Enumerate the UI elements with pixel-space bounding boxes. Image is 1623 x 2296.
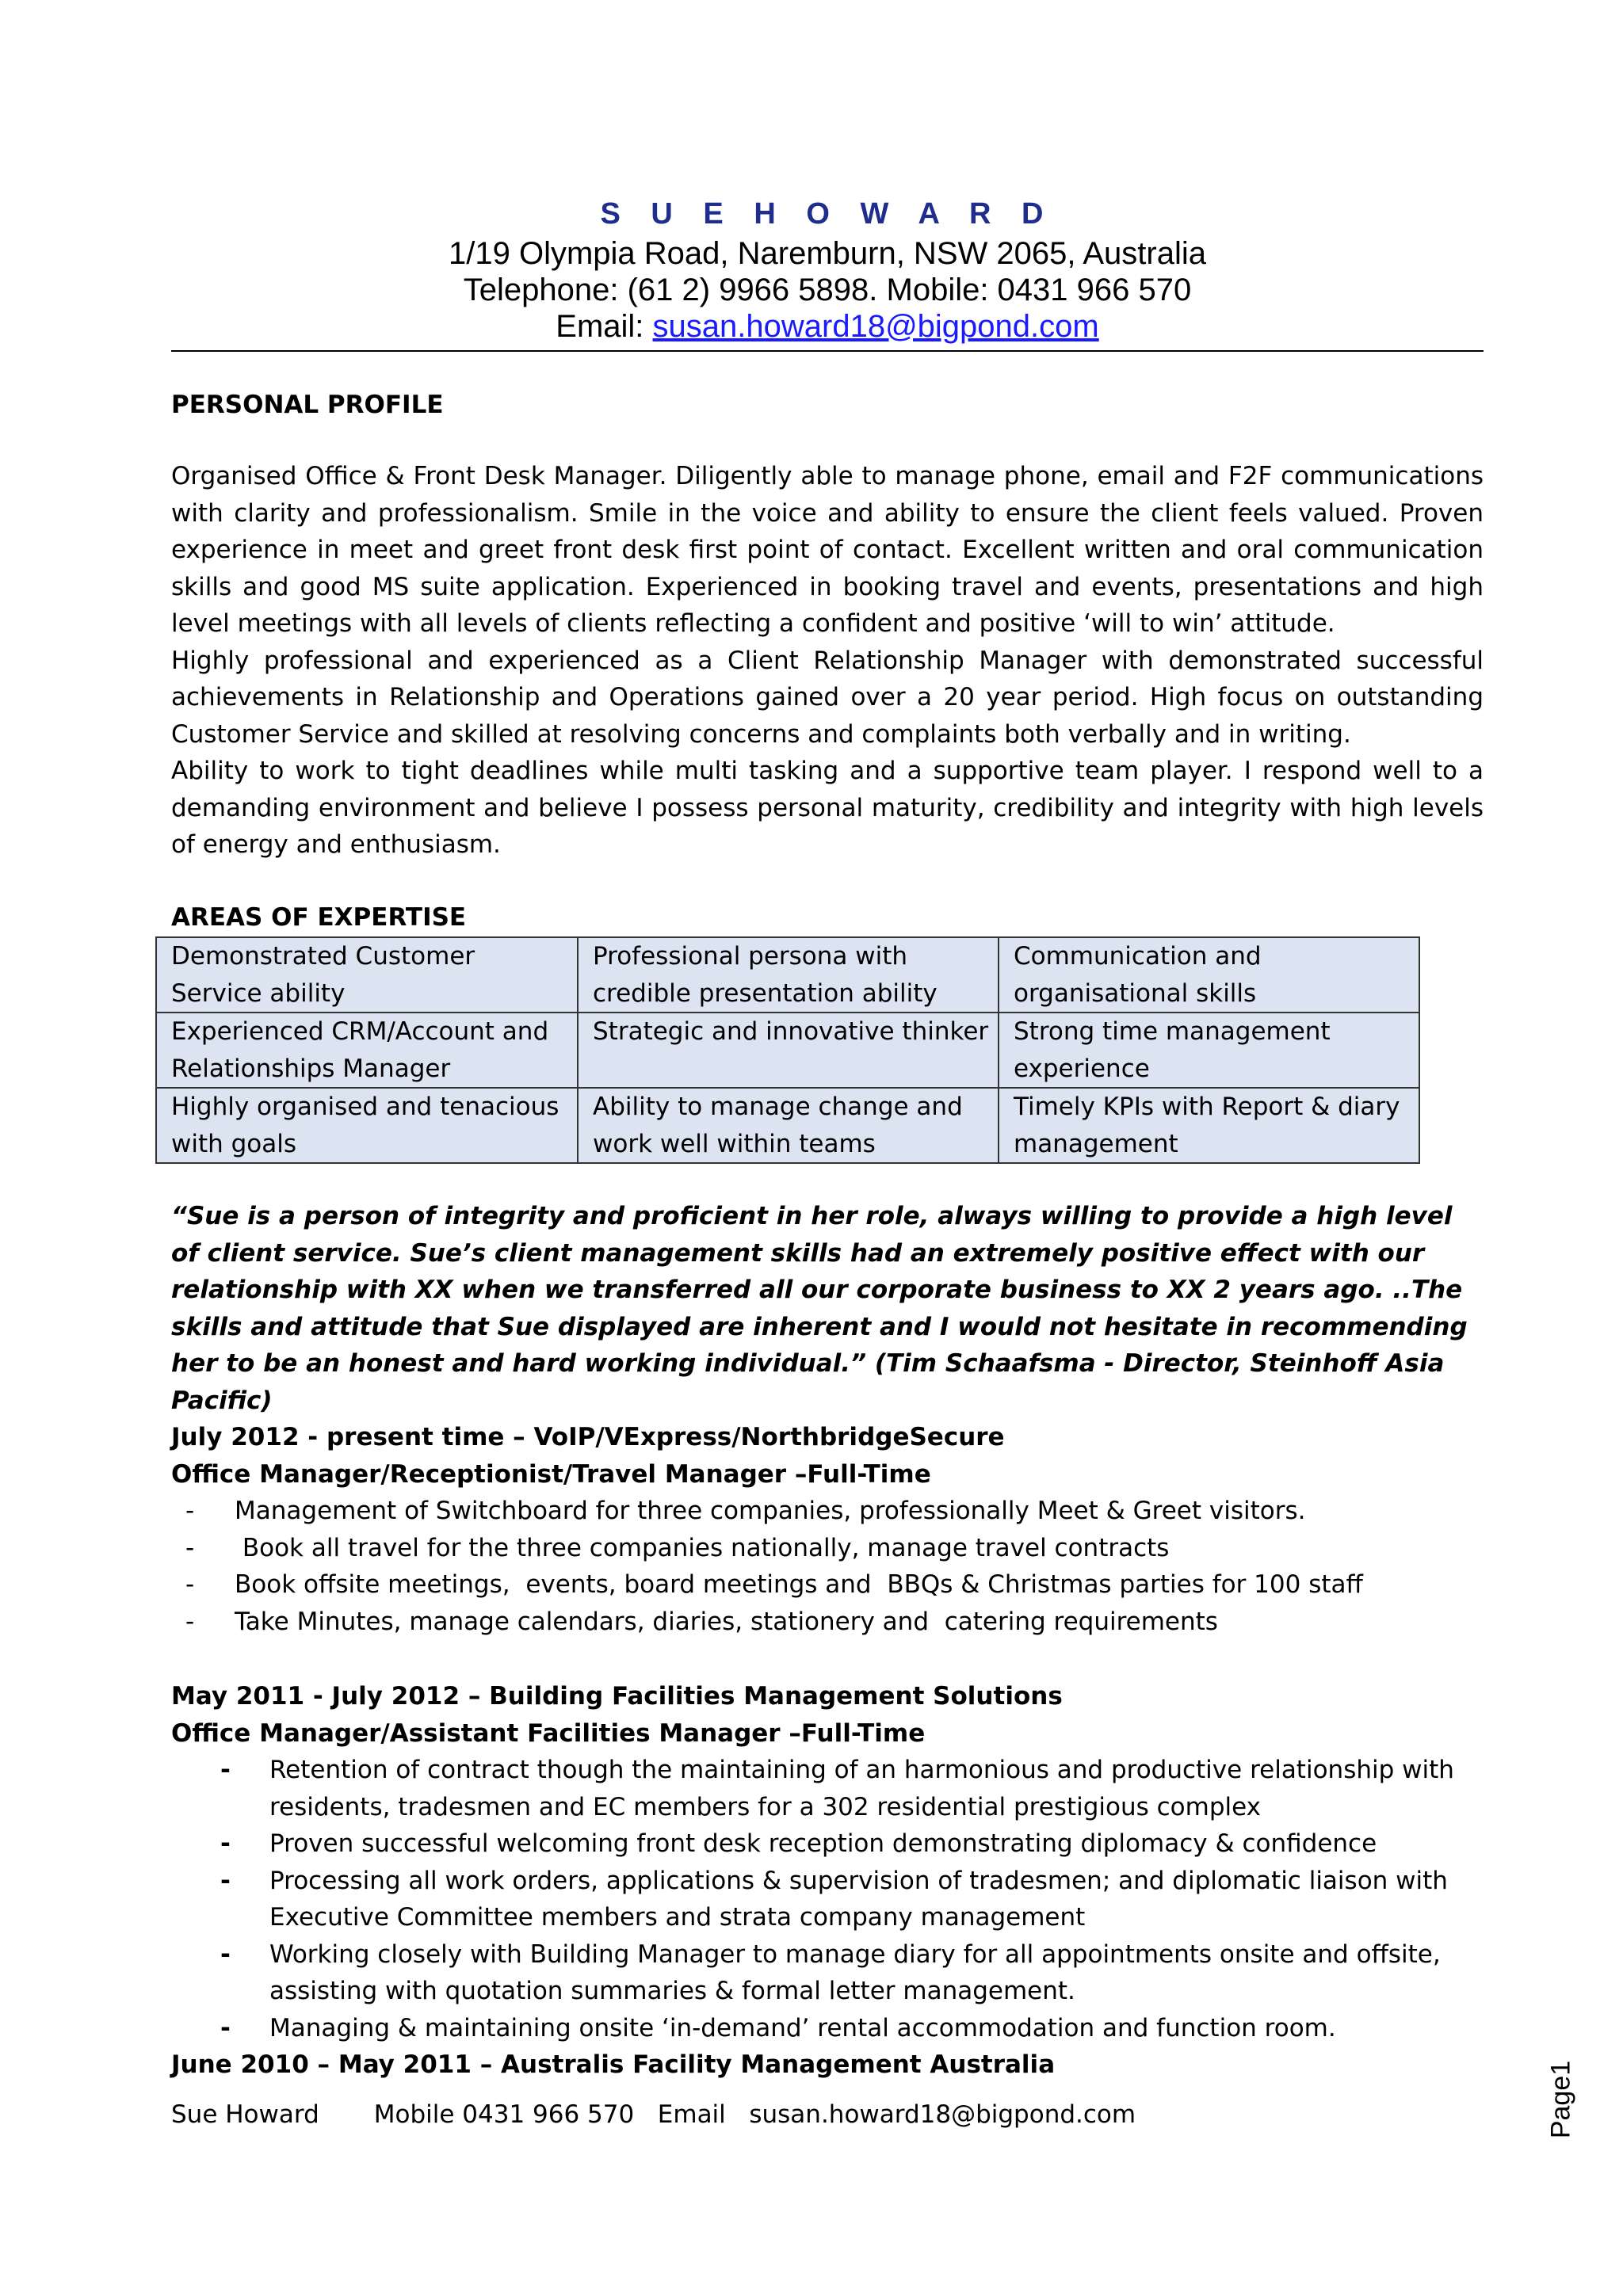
email-line: [171, 308, 1484, 345]
email-link[interactable]: susan.howard18@bigpond.com: [652, 309, 1099, 344]
email-label: Email:: [556, 309, 653, 344]
profile-paragraph: Highly professional and experienced as a Client Relationship Manager with demonstrated successful achievements in Relationship and Operations gained over a 20 year period. High focus on outstanding Customer Service and skilled at resolving concerns and complaints both verbally and in writing.: [171, 646, 1484, 749]
candidate-name: S U E H O W A R D: [600, 197, 1055, 231]
table-row: [156, 937, 1419, 1013]
list-item: - Managing & maintaining onsite ‘in-demand’ rental accommodation and function room.: [171, 2010, 1484, 2047]
list-item: - Take Minutes, manage calendars, diaries, stationery and catering requirements: [171, 1604, 1484, 1641]
job-period: June 2010 – May 2011 – Australis Facility Management Australia: [171, 2050, 1056, 2079]
list-item: - Proven successful welcoming front desk reception demonstrating diplomacy & confidence: [171, 1825, 1484, 1863]
job-duties: [171, 1493, 1484, 1640]
table-row: [156, 1013, 1419, 1088]
list-item: - Management of Switchboard for three companies, professionally Meet & Greet visitors.: [171, 1493, 1484, 1530]
address-line: 1/19 Olympia Road, Naremburn, NSW 2065, Australia: [449, 236, 1206, 271]
expertise-table: [155, 936, 1420, 1164]
expertise-heading: AREAS OF EXPERTISE: [171, 903, 467, 932]
page-number-label: Page1: [1545, 2060, 1576, 2139]
expertise-cell: Demonstrated Customer Service ability: [156, 937, 578, 1013]
list-item: - Book offsite meetings, events, board meetings and BBQs & Christmas parties for 100 staff: [171, 1566, 1484, 1604]
header-divider: [171, 350, 1484, 352]
job-entry: [171, 1419, 1484, 1640]
profile-paragraph: Organised Office & Front Desk Manager. Diligently able to manage phone, email and F2F communications with clarity and professionalism. Smile in the voice and ability to ensure the client feels valued. Proven experience in meet and greet front desk first point of contact. Excellent written and oral communication skills and good MS suite application. Experienced in booking travel and events, presentations and high level meetings with all levels of clients reflecting a confident and positive ‘will to win’ attitude.: [171, 462, 1484, 638]
page-footer: Sue Howard Mobile 0431 966 570 Email susan.howard18@bigpond.com: [171, 2100, 1136, 2129]
job-entry: [171, 1678, 1484, 2084]
job-role: Office Manager/Receptionist/Travel Manager –Full-Time: [171, 1459, 931, 1489]
expertise-cell: Ability to manage change and work well within teams: [578, 1088, 999, 1163]
job-duties: [171, 1752, 1484, 2046]
telephone-line: Telephone: (61 2) 9966 5898. Mobile: 0431 966 570: [463, 273, 1192, 307]
job-period: May 2011 - July 2012 – Building Facilities Management Solutions: [171, 1682, 1063, 1711]
testimonial-quote: “Sue is a person of integrity and proficient in her role, always willing to provide a high level of client service. Sue’s client management skills had an extremely positive effect with our relationship with XX when we transferred all our corporate business to XX 2 years ago. ..The skills and attitude that Sue displayed are inherent and I would not hesitate in recommending her to be an honest and hard working individual.” (Tim Schaafsma - Director, Steinhoff Asia Pacific): [171, 1202, 1468, 1415]
expertise-cell: Strong time management experience: [999, 1013, 1419, 1088]
expertise-cell: Strategic and innovative thinker: [578, 1013, 999, 1088]
job-period: July 2012 - present time – VoIP/VExpress/NorthbridgeSecure: [171, 1423, 1005, 1451]
profile-heading: PERSONAL PROFILE: [171, 391, 444, 419]
job-role: Office Manager/Assistant Facilities Manager –Full-Time: [171, 1718, 926, 1748]
expertise-cell: Professional persona with credible presentation ability: [578, 937, 999, 1013]
profile-text: [171, 458, 1484, 864]
profile-paragraph: Ability to work to tight deadlines while multi tasking and a supportive team player. I respond well to a demanding environment and believe I possess personal maturity, credibility and integrity with high levels of energy and enthusiasm.: [171, 757, 1484, 859]
list-item: - Book all travel for the three companies nationally, manage travel contracts: [171, 1530, 1484, 1567]
list-item: - Retention of contract though the maintaining of an harmonious and productive relationship with residents, tradesmen and EC members for a 302 residential prestigious complex: [171, 1752, 1484, 1825]
list-item: - Working closely with Building Manager to manage diary for all appointments onsite and offsite, assisting with quotation summaries & formal letter management.: [171, 1936, 1484, 2010]
page-number: [1537, 2052, 1585, 2147]
expertise-cell: Communication and organisational skills: [999, 937, 1419, 1013]
expertise-cell: Timely KPIs with Report & diary management: [999, 1088, 1419, 1163]
list-item: - Processing all work orders, applications & supervision of tradesmen; and diplomatic liaison with Executive Committee members and strata company management: [171, 1863, 1484, 1936]
expertise-cell: Highly organised and tenacious with goals: [156, 1088, 578, 1163]
table-row: [156, 1088, 1419, 1163]
expertise-cell: Experienced CRM/Account and Relationships Manager: [156, 1013, 578, 1088]
